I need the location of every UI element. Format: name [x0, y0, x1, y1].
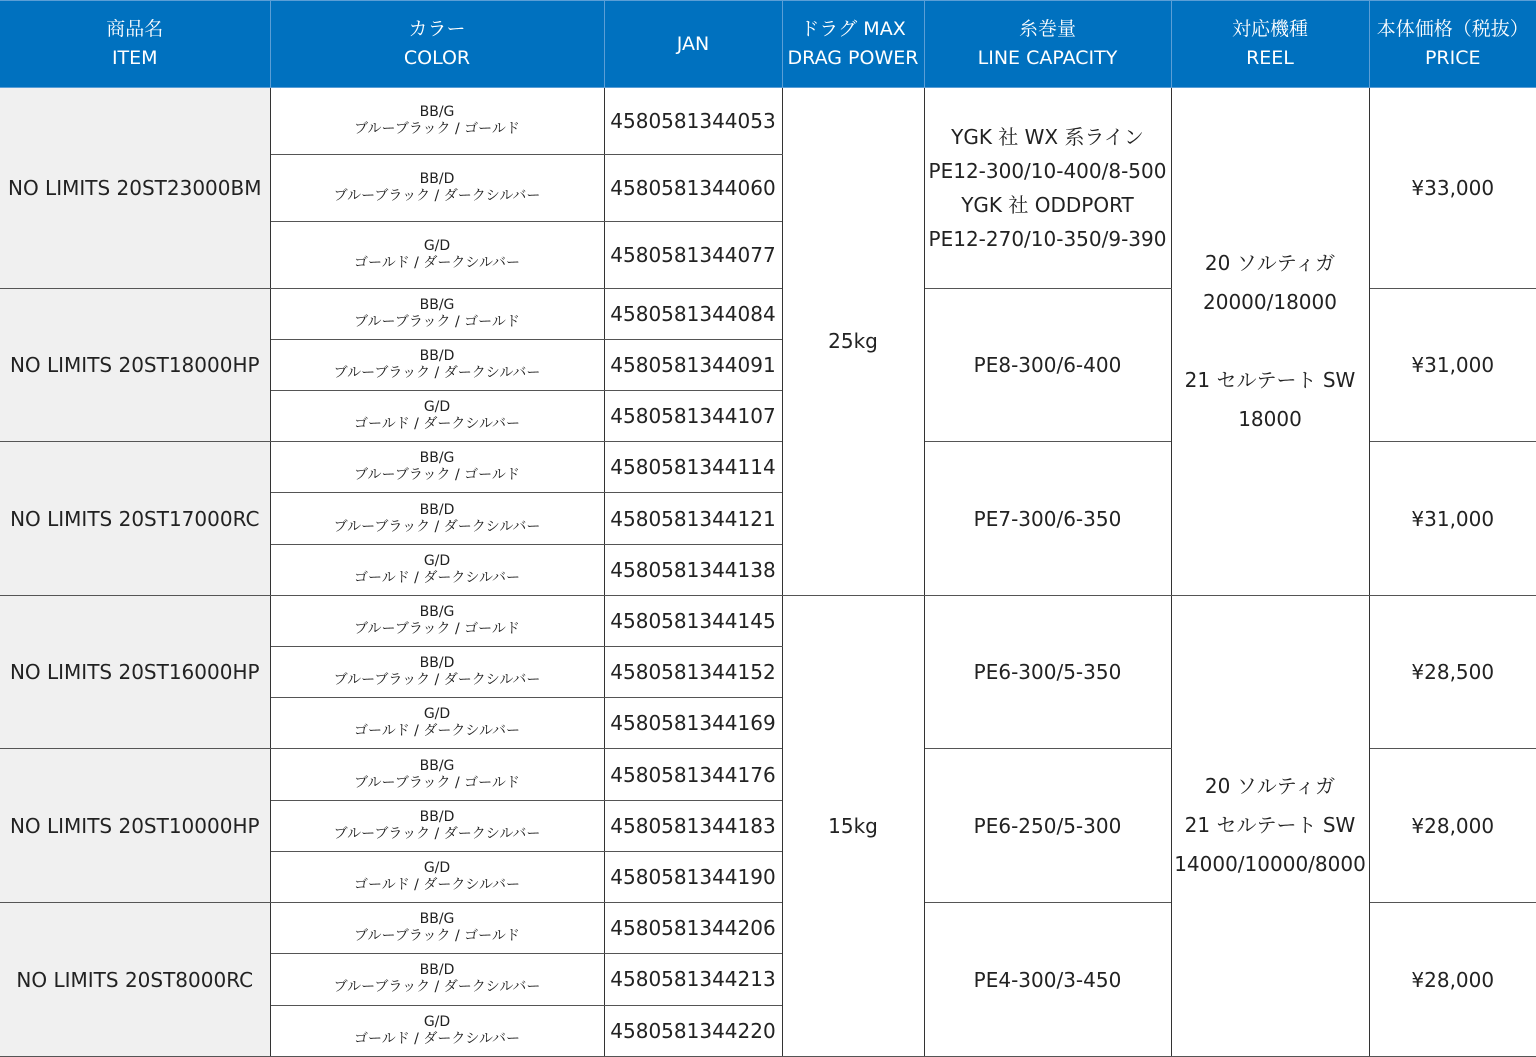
color-code: BB/D	[419, 501, 455, 518]
color-cell	[270, 851, 604, 902]
color-code: BB/G	[419, 603, 455, 620]
header-color-en: COLOR	[403, 47, 471, 69]
reel-line: 21 セルテート SW	[1184, 813, 1356, 838]
color-cell	[270, 903, 604, 954]
jan-cell: 4580581344107	[604, 390, 782, 441]
table-row	[0, 88, 1536, 155]
color-cell	[270, 288, 604, 339]
color-name: ブルーブラック / ゴールド	[354, 774, 520, 791]
color-code: BB/D	[419, 962, 455, 979]
color-cell	[270, 493, 604, 544]
item-name-cell: NO LIMITS 20ST18000HP	[0, 288, 270, 442]
reel-cell	[1171, 88, 1369, 596]
color-name: ブルーブラック / ダークシルバー	[333, 825, 541, 842]
color-code: BB/D	[419, 808, 455, 825]
color-cell	[270, 442, 604, 493]
jan-cell: 4580581344176	[604, 749, 782, 800]
jan-cell: 4580581344121	[604, 493, 782, 544]
header-row	[0, 1, 1536, 88]
reel-spacer	[1172, 322, 1369, 361]
jan-cell: 4580581344190	[604, 851, 782, 902]
color-cell	[270, 1005, 604, 1056]
reel-cell	[1171, 595, 1369, 1056]
jan-cell: 4580581344060	[604, 154, 782, 221]
line-capacity-line: YGK 社 ODDPORT	[961, 192, 1134, 217]
header-reel	[1171, 1, 1369, 88]
item-name-cell: NO LIMITS 20ST23000BM	[0, 88, 270, 289]
header-item	[0, 1, 270, 88]
price-cell: ¥28,000	[1369, 749, 1536, 903]
line-capacity-cell	[924, 749, 1171, 903]
header-capacity-jp: 糸巻量	[1018, 18, 1076, 40]
jan-cell: 4580581344220	[604, 1005, 782, 1056]
jan-cell: 4580581344213	[604, 954, 782, 1005]
jan-cell: 4580581344091	[604, 339, 782, 390]
reel-line: 20000/18000	[1203, 289, 1337, 314]
jan-cell: 4580581344183	[604, 800, 782, 851]
header-reel-jp: 対応機種	[1231, 18, 1308, 40]
header-capacity	[924, 1, 1171, 88]
color-name: ブルーブラック / ゴールド	[354, 313, 520, 330]
color-cell	[270, 154, 604, 221]
header-drag-jp: ドラグ MAX	[800, 18, 906, 40]
color-name: ゴールド / ダークシルバー	[353, 723, 520, 740]
drag-power-cell: 15kg	[782, 595, 924, 1056]
jan-cell: 4580581344152	[604, 647, 782, 698]
color-code: G/D	[423, 399, 451, 416]
header-price	[1369, 1, 1536, 88]
color-code: G/D	[423, 706, 451, 723]
drag-power-cell: 25kg	[782, 88, 924, 596]
color-cell	[270, 595, 604, 646]
jan-cell: 4580581344145	[604, 595, 782, 646]
color-code: G/D	[423, 1013, 451, 1030]
color-code: BB/G	[419, 450, 455, 467]
item-name-cell: NO LIMITS 20ST10000HP	[0, 749, 270, 903]
color-cell	[270, 544, 604, 595]
color-code: BB/G	[419, 296, 455, 313]
price-cell: ¥31,000	[1369, 288, 1536, 442]
item-name-cell: NO LIMITS 20ST16000HP	[0, 595, 270, 749]
header-color-jp: カラー	[408, 18, 466, 40]
color-code: BB/D	[419, 655, 455, 672]
color-code: BB/G	[419, 757, 455, 774]
color-name: ブルーブラック / ゴールド	[354, 120, 520, 137]
color-name: ブルーブラック / ゴールド	[354, 928, 520, 945]
color-cell	[270, 800, 604, 851]
jan-cell: 4580581344084	[604, 288, 782, 339]
color-cell	[270, 954, 604, 1005]
color-name: ブルーブラック / ダークシルバー	[333, 187, 541, 204]
header-drag-en: DRAG POWER	[787, 47, 919, 69]
reel-line: 14000/10000/8000	[1174, 852, 1366, 877]
color-code: BB/G	[419, 103, 455, 120]
line-capacity-line: PE12-270/10-350/9-390	[928, 226, 1167, 251]
color-cell	[270, 88, 604, 155]
reel-line: 21 セルテート SW	[1184, 367, 1356, 392]
color-name: ブルーブラック / ダークシルバー	[333, 672, 541, 689]
color-cell	[270, 339, 604, 390]
color-name: ゴールド / ダークシルバー	[353, 877, 520, 894]
header-capacity-en: LINE CAPACITY	[977, 47, 1118, 69]
price-cell: ¥33,000	[1369, 88, 1536, 289]
color-cell	[270, 698, 604, 749]
line-capacity-cell	[924, 903, 1171, 1057]
color-cell	[270, 221, 604, 288]
table-body	[0, 88, 1536, 1057]
color-name: ブルーブラック / ゴールド	[354, 620, 520, 637]
color-code: BB/D	[419, 170, 455, 187]
jan-cell: 4580581344077	[604, 221, 782, 288]
line-capacity-line: PE8-300/6-400	[973, 352, 1122, 377]
header-price-en: PRICE	[1424, 47, 1481, 69]
jan-cell: 4580581344053	[604, 88, 782, 155]
price-cell: ¥28,500	[1369, 595, 1536, 749]
color-code: G/D	[423, 552, 451, 569]
color-cell	[270, 390, 604, 441]
jan-cell: 4580581344169	[604, 698, 782, 749]
line-capacity-line: PE12-300/10-400/8-500	[928, 158, 1167, 183]
line-capacity-cell	[924, 288, 1171, 442]
jan-cell: 4580581344138	[604, 544, 782, 595]
table-row	[0, 595, 1536, 646]
header-color	[270, 1, 604, 88]
line-capacity-line: PE6-300/5-350	[973, 660, 1122, 685]
color-name: ブルーブラック / ダークシルバー	[333, 518, 541, 535]
line-capacity-line: PE7-300/6-350	[973, 506, 1122, 531]
line-capacity-line: PE6-250/5-300	[973, 813, 1122, 838]
color-code: G/D	[423, 860, 451, 877]
item-name-cell: NO LIMITS 20ST8000RC	[0, 903, 270, 1057]
color-code: BB/D	[419, 347, 455, 364]
color-code: G/D	[423, 237, 451, 254]
header-item-jp: 商品名	[106, 18, 164, 40]
color-code: BB/G	[419, 911, 455, 928]
color-cell	[270, 647, 604, 698]
color-name: ブルーブラック / ダークシルバー	[333, 979, 541, 996]
price-cell: ¥28,000	[1369, 903, 1536, 1057]
line-capacity-line: YGK 社 WX 系ライン	[951, 124, 1144, 149]
jan-cell: 4580581344114	[604, 442, 782, 493]
header-price-jp: 本体価格（税抜）	[1376, 18, 1529, 40]
color-cell	[270, 749, 604, 800]
header-jan	[604, 1, 782, 88]
line-capacity-cell	[924, 595, 1171, 749]
reel-line: 20 ソルティガ	[1204, 250, 1336, 275]
color-name: ゴールド / ダークシルバー	[353, 254, 520, 271]
line-capacity-line: PE4-300/3-450	[973, 967, 1122, 992]
color-name: ゴールド / ダークシルバー	[353, 569, 520, 586]
line-capacity-cell	[924, 88, 1171, 289]
color-name: ゴールド / ダークシルバー	[353, 1030, 520, 1047]
jan-cell: 4580581344206	[604, 903, 782, 954]
price-cell: ¥31,000	[1369, 442, 1536, 596]
header-reel-en: REEL	[1246, 47, 1294, 69]
color-name: ブルーブラック / ゴールド	[354, 467, 520, 484]
reel-line: 18000	[1238, 406, 1302, 431]
color-name: ゴールド / ダークシルバー	[353, 416, 520, 433]
item-name-cell: NO LIMITS 20ST17000RC	[0, 442, 270, 596]
color-name: ブルーブラック / ダークシルバー	[333, 364, 541, 381]
header-jan-en: JAN	[676, 32, 710, 55]
header-item-en: ITEM	[111, 47, 158, 69]
line-capacity-cell	[924, 442, 1171, 596]
header-drag	[782, 1, 924, 88]
reel-line: 20 ソルティガ	[1204, 774, 1336, 799]
